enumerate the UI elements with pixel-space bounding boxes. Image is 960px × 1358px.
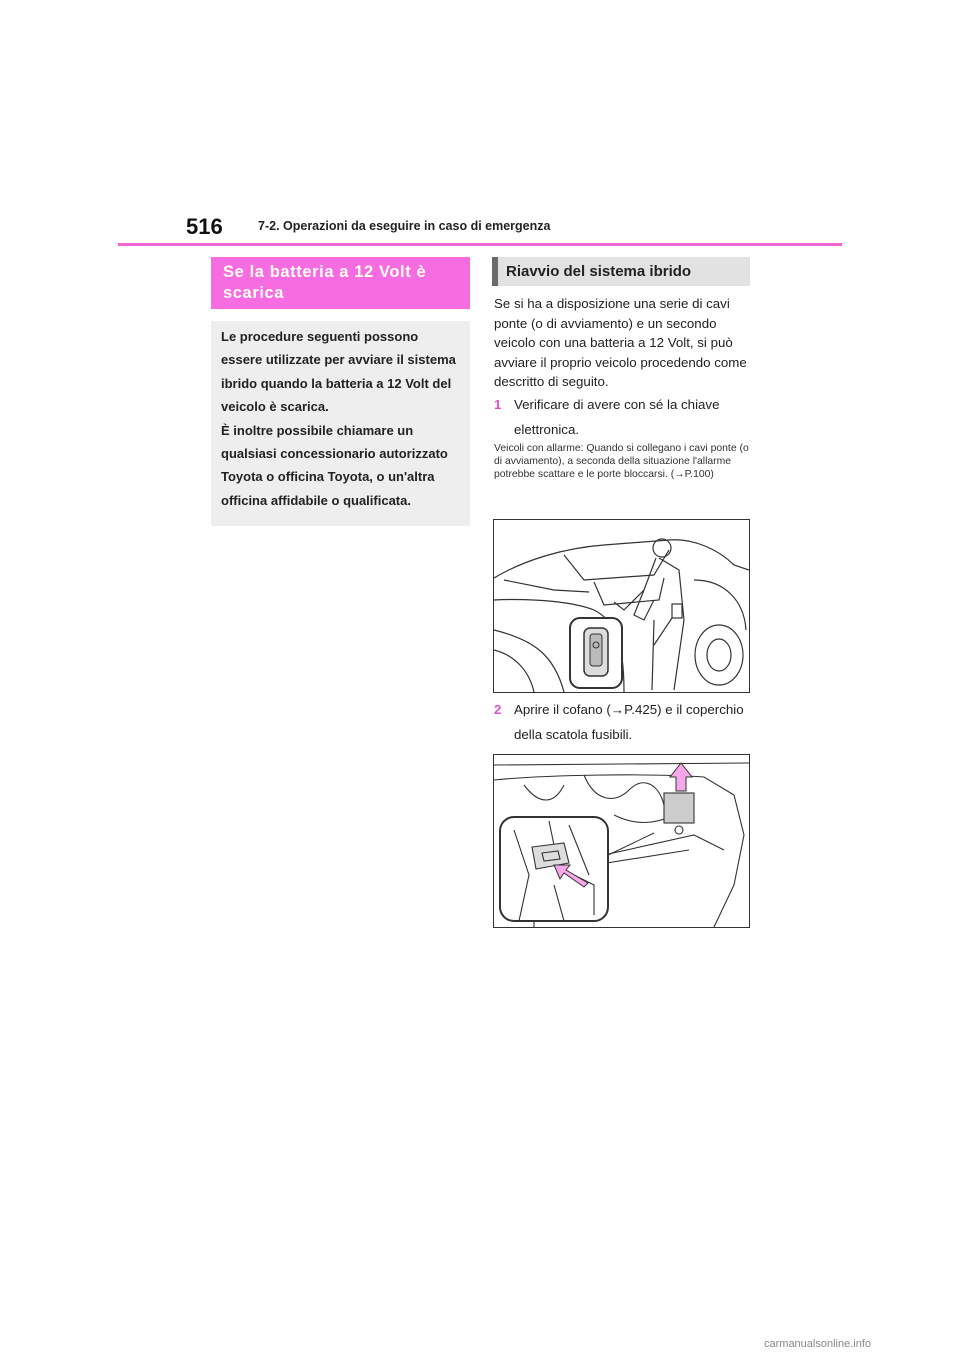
alarm-note: Veicoli con allarme: Quando si collegano i cavi ponte (o di avviamento), a seconda della situazione l'allarme potrebbe scattare e le porte bloccarsi. (→P.100) <box>494 443 749 481</box>
intro-box <box>211 321 470 526</box>
step-number: 2 <box>494 702 502 717</box>
section-title: 7-2. Operazioni da eseguire in caso di emergenza <box>258 219 551 233</box>
step-1 <box>494 392 752 442</box>
figure-electronic-key <box>493 519 750 693</box>
intro-paragraph-2: È inoltre possibile chiamare un qualsiasi concessionario autorizzato Toyota o officina Toyota, o un'altra officina affidabile o qualificata. <box>221 422 448 508</box>
person-with-electronic-key-icon <box>494 520 749 692</box>
step-2 <box>494 697 752 747</box>
section-heading-battery: Se la batteria a 12 Volt è scarica <box>211 257 470 309</box>
engine-compartment-fuse-box-icon <box>494 755 749 927</box>
intro-paragraph: Le procedure seguenti possono essere utilizzate per avviare il sistema ibrido quando la batteria a 12 Volt del veicolo è scarica. <box>221 329 456 415</box>
step-text: Verificare di avere con sé la chiave elettronica. <box>514 397 720 437</box>
watermark: carmanualsonline.info <box>764 1338 872 1350</box>
restart-paragraph: Se si ha a disposizione una serie di cavi ponte (o di avviamento) e un secondo veicolo con una batteria a 12 Volt, si può avviare il proprio veicolo procedendo come descritto di seguito. <box>494 296 747 389</box>
body-paragraph <box>494 294 752 392</box>
step-number: 1 <box>494 397 502 412</box>
step-text: Aprire il cofano (→P.425) e il coperchio della scatola fusibili. <box>514 702 744 742</box>
header-divider <box>118 243 842 246</box>
section-heading-restart: Riavvio del sistema ibrido <box>492 257 750 286</box>
figure-fuse-box <box>493 754 750 928</box>
page-number: 516 <box>186 214 223 239</box>
